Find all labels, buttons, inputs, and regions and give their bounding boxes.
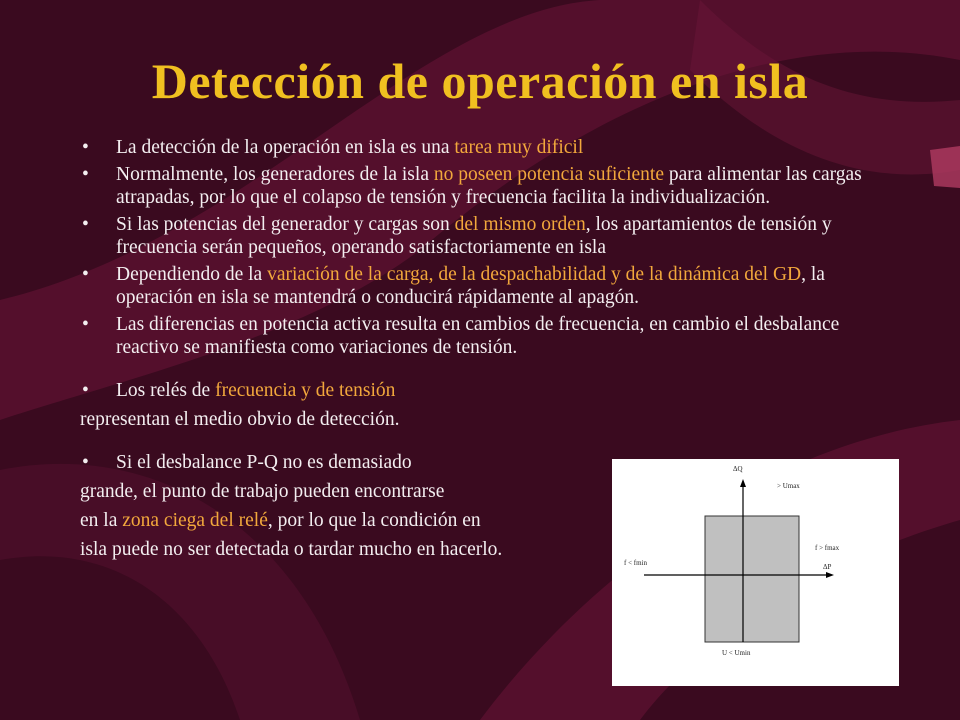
dp-label: ΔP [823,563,832,571]
pq-line: grande, el punto de trabajo pueden encontrarse [80,481,445,502]
pq-bullet: • Si el desbalance P-Q no es demasiado [80,451,880,474]
relay-line: representan el medio obvio de detección. [80,409,400,430]
bullet-item: • Si las potencias del generador y cargas son del mismo orden, los apartamientos de tensión y frecuencia serán pequeños, operando satisfactoriamente en isla [80,213,880,259]
pq-line: isla puede no ser detectada o tardar mucho en hacerlo. [80,539,503,560]
vertical-axis-arrow [740,479,746,487]
fmin-label: f < fmin [624,559,647,567]
blind-zone-box [705,516,799,642]
bullet-item: • Normalmente, los generadores de la isla no poseen potencia suficiente para alimentar las cargas atrapadas, por lo que el colapso de tensión y frecuencia facilita la individualización. [80,163,880,209]
bullet-item: • La detección de la operación en isla es una tarea muy dificil [80,136,880,159]
pq-line: en la zona ciega del relé, por lo que la condición en [80,510,481,531]
pq-zone-diagram [612,459,899,686]
horizontal-axis-arrow [826,572,834,578]
bullet-item: • Las diferencias en potencia activa resulta en cambios de frecuencia, en cambio el desbalance reactivo se manifiesta como variaciones de tensión. [80,313,880,359]
relay-bullet: • Los relés de frecuencia y de tensión [80,379,880,402]
slide-title: Detección de operación en isla [151,53,809,109]
bullet-item: • Dependiendo de la variación de la carga, de la despachabilidad y de la dinámica del GD, la operación en isla se mantendrá o conducirá rápidamente al apagón. [80,263,880,309]
umax-label: > Umax [777,482,800,490]
dq-label: ΔQ [733,465,743,473]
umin-label: U < Umin [722,649,751,657]
fmax-label: f > fmax [815,544,840,552]
